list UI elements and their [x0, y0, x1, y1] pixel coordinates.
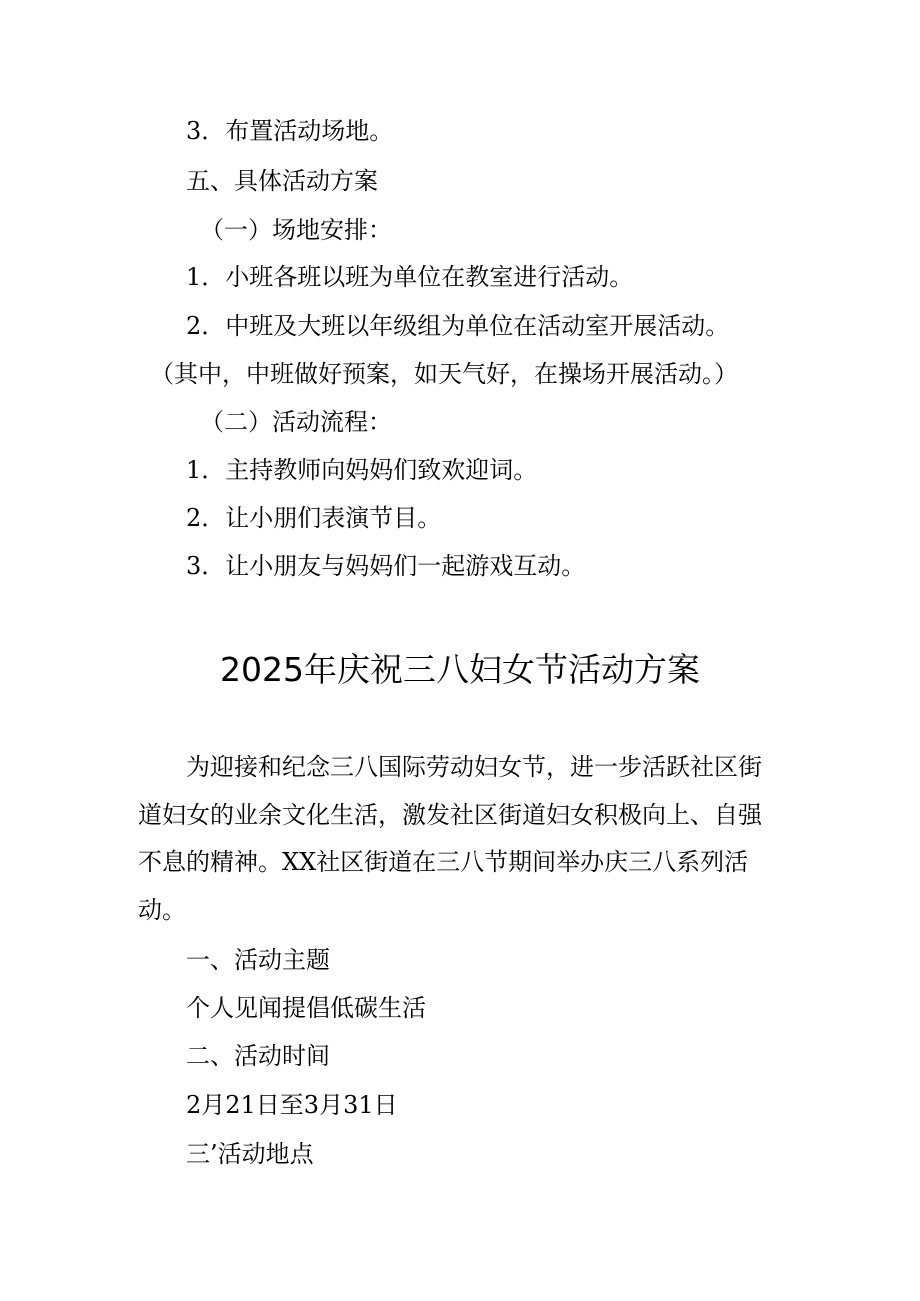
text-line: 3．让小朋友与妈妈们一起游戏互动。 [186, 552, 586, 580]
text-line: 个人见闻提倡低碳生活 [186, 994, 426, 1022]
paragraph-line: 不息的精神。XX社区街道在三八节期间举办庆三八系列活 [138, 848, 749, 876]
subsection-heading: （一）场地安排： [200, 216, 392, 244]
section-heading: 五、具体活动方案 [186, 167, 378, 195]
paragraph-line: 道妇女的业余文化生活，激发社区街道妇女积极向上、自强 [138, 801, 762, 829]
section-heading: 一、活动主题 [186, 946, 330, 974]
paragraph-line: 为迎接和纪念三八国际劳动妇女节，进一步活跃社区街 [186, 753, 762, 781]
text-line: 2．中班及大班以年级组为单位在活动室开展活动。 [186, 312, 730, 340]
subsection-heading: （二）活动流程： [200, 408, 392, 436]
section-heading: 二、活动时间 [186, 1042, 330, 1070]
text-line: 1．小班各班以班为单位在教室进行活动。 [186, 263, 634, 291]
section-heading: 三’活动地点 [186, 1140, 314, 1168]
document-title: 2025年庆祝三八妇女节活动方案 [220, 650, 700, 689]
paragraph-line: 动。 [138, 896, 186, 924]
text-line: （其中，中班做好预案，如天气好，在操场开展活动。） [150, 360, 738, 388]
text-line: 2月21日至3月31日 [186, 1091, 398, 1119]
text-line: 1．主持教师向妈妈们致欢迎词。 [186, 456, 538, 484]
text-line: 3．布置活动场地。 [186, 117, 394, 145]
text-line: 2．让小朋们表演节目。 [186, 504, 442, 532]
